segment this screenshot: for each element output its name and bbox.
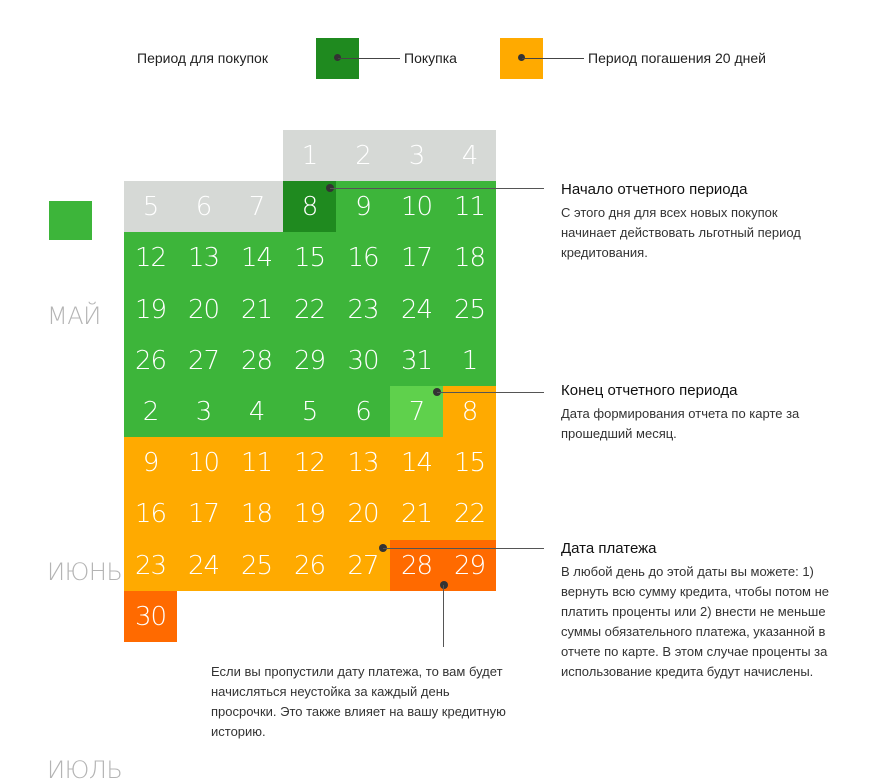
late-callout-body: Если вы пропустили дату платежа, то вам будет начисляться неустойка за каждый день просрочки. Это также влияет на вашу кредитную историю. [211,664,506,739]
day-cell: 30 [336,335,390,386]
day-cell: 11 [443,181,496,232]
day-cell: 21 [390,488,443,540]
day-cell: 22 [443,488,496,540]
payment-callout-body: В любой день до этой даты вы можете: 1) вернуть всю сумму кредита, чтобы потом не платить проценты или 2) внести не меньше суммы обязательного платежа, указанной в отчете по карте. В этом случае проценты за использование кредита будут начислены. [561,564,830,679]
day-cell: 3 [390,130,443,181]
start-callout-line [330,188,544,189]
day-cell: 9 [124,437,177,488]
day-cell: 15 [443,437,496,488]
end-callout-title: Конец отчетного периода [561,382,738,399]
day-cell: 8 [283,181,336,232]
day-cell: 1 [283,130,336,181]
day-cell: 31 [390,335,443,386]
day-cell: 4 [230,386,283,437]
month-label-june: ИЮНЬ [47,558,123,586]
month-label-july: ИЮЛЬ [47,756,123,784]
day-cell: 5 [124,181,177,232]
day-cell: 13 [336,437,390,488]
day-cell: 7 [390,386,443,437]
legend-repayment-line [522,58,584,59]
day-cell: 25 [230,540,283,591]
day-cell: 14 [390,437,443,488]
day-cell: 14 [230,232,283,284]
day-cell: 10 [177,437,230,488]
day-cell: 12 [124,232,177,284]
day-cell: 7 [230,181,283,232]
day-cell: 6 [336,386,390,437]
day-cell: 13 [177,232,230,284]
month-label-may: МАЙ [47,302,101,330]
legend-purchase-label: Покупка [404,50,457,66]
day-cell: 19 [283,488,336,540]
day-cell: 4 [443,130,496,181]
day-cell: 8 [443,386,496,437]
late-callout-line [443,585,444,647]
day-cell: 26 [124,335,177,386]
day-cell: 5 [283,386,336,437]
payment-callout-title: Дата платежа [561,540,657,557]
day-cell: 15 [283,232,336,284]
legend-repayment-label: Период погашения 20 дней [588,50,766,66]
late-callout-dot [440,581,448,589]
start-callout-title: Начало отчетного периода [561,181,748,198]
day-cell: 12 [283,437,336,488]
day-cell: 17 [390,232,443,284]
day-cell: 18 [443,232,496,284]
day-cell: 9 [336,181,390,232]
day-cell: 24 [390,284,443,335]
day-cell: 27 [336,540,390,591]
day-cell: 17 [177,488,230,540]
day-cell: 24 [177,540,230,591]
day-cell: 16 [336,232,390,284]
day-cell: 21 [230,284,283,335]
day-cell: 20 [177,284,230,335]
day-cell: 6 [177,181,230,232]
day-cell: 23 [124,540,177,591]
legend-purchase-line [338,58,400,59]
day-cell: 1 [443,335,496,386]
day-cell: 11 [230,437,283,488]
day-cell: 18 [230,488,283,540]
start-callout-body: С этого дня для всех новых покупок начинает действовать льготный период кредитования. [561,205,801,260]
day-cell: 25 [443,284,496,335]
day-cell: 26 [283,540,336,591]
purchase-marker [49,201,92,240]
end-callout-body: Дата формирования отчета по карте за прошедший месяц. [561,406,800,441]
day-cell: 19 [124,284,177,335]
day-cell: 29 [443,540,496,591]
day-cell: 28 [390,540,443,591]
legend-period-label: Период для покупок [137,50,268,66]
day-cell: 2 [124,386,177,437]
day-cell: 22 [283,284,336,335]
day-cell: 29 [283,335,336,386]
day-cell: 10 [390,181,443,232]
day-cell: 28 [230,335,283,386]
day-cell: 20 [336,488,390,540]
end-callout-line [437,392,544,393]
day-cell: 23 [336,284,390,335]
day-cell: 16 [124,488,177,540]
day-cell: 27 [177,335,230,386]
day-cell: 3 [177,386,230,437]
payment-callout-line [383,548,544,549]
day-cell: 2 [336,130,390,181]
day-cell: 30 [124,591,177,642]
